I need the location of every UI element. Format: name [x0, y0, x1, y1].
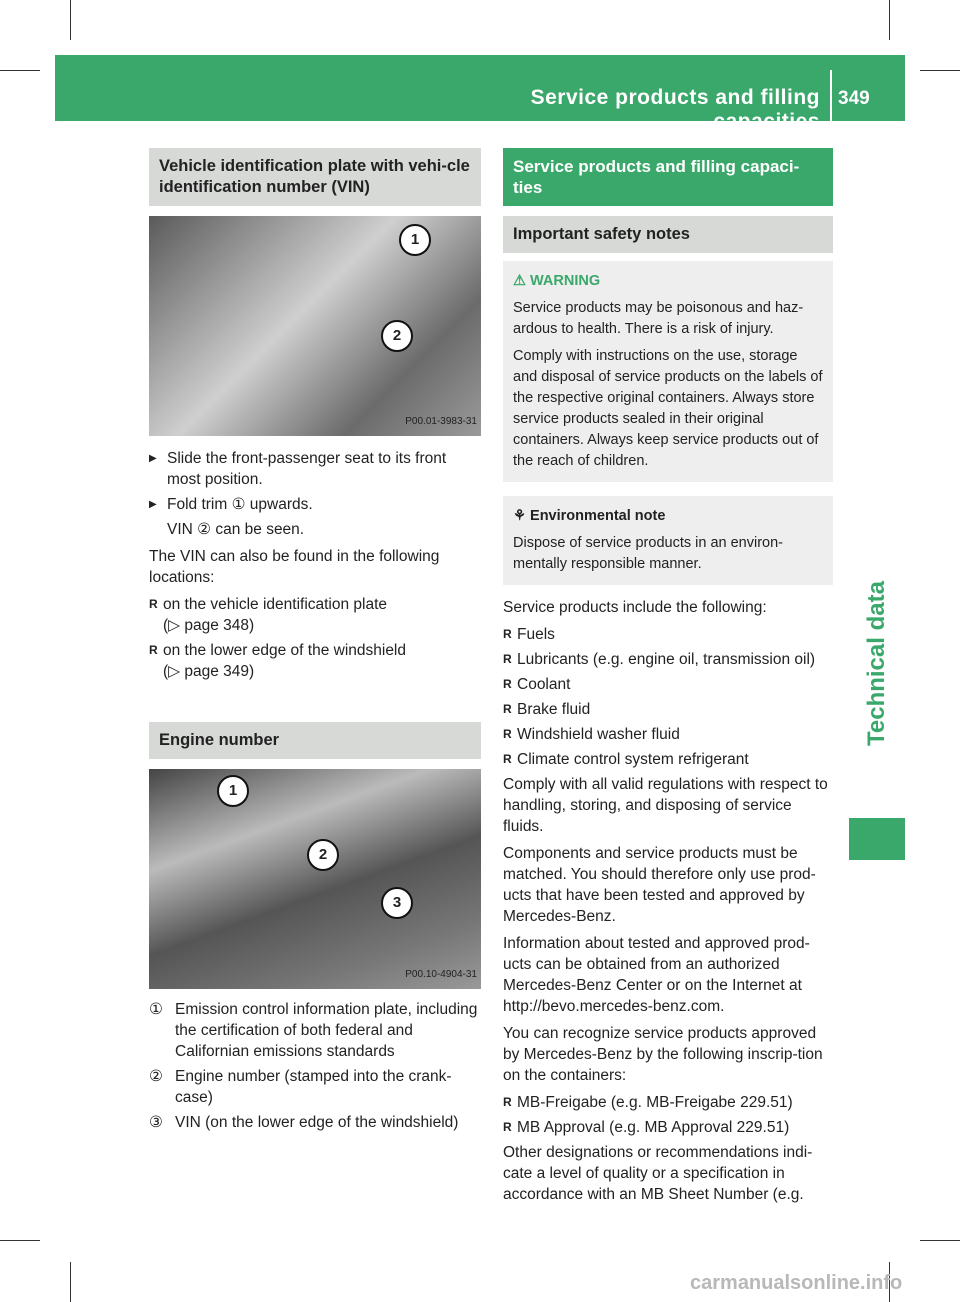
- paragraph: Information about tested and approved prod-ucts can be obtained from an authorized Mercedes-Benz Center or on the Internet at http://bevo.mercedes-benz.com.: [503, 935, 810, 1015]
- bullet-marker: R: [503, 677, 512, 691]
- list-item: R MB Approval (e.g. MB Approval 229.51): [503, 1119, 790, 1136]
- paragraph: Other designations or recommendations indi-cate a level of quality or a specification in accordance with an MB Sheet Number (e.g.: [503, 1144, 813, 1203]
- warning-text: Service products may be poisonous and haz-ardous to health. There is a risk of injury.: [513, 300, 804, 337]
- warning-icon: ⚠: [513, 273, 531, 289]
- paragraph: You can recognize service products approved by Mercedes-Benz by the following inscrip-tion on the containers:: [503, 1025, 823, 1084]
- page-link[interactable]: (▷ page 348): [163, 617, 255, 634]
- list-item: R MB-Freigabe (e.g. MB-Freigabe 229.51): [503, 1094, 793, 1111]
- warning-box: [503, 261, 833, 482]
- environment-box: [503, 496, 833, 585]
- callout-3: 3: [381, 887, 413, 919]
- bullet-marker: R: [503, 727, 512, 741]
- crop-mark: [0, 1240, 40, 1241]
- header-divider: [830, 70, 832, 121]
- vin-heading: Vehicle identification plate with vehi-cle identification number (VIN): [149, 148, 481, 206]
- list-item: R Climate control system refrigerant: [503, 751, 749, 768]
- crop-mark: [70, 0, 71, 40]
- crop-mark: [0, 70, 40, 71]
- environment-text: Dispose of service products in an environ-mentally responsible manner.: [513, 535, 783, 572]
- products-intro: Service products include the following:: [503, 599, 767, 616]
- callout-1: 1: [217, 775, 249, 807]
- right-column: [503, 148, 833, 1211]
- bullet-marker: R: [503, 1095, 512, 1109]
- side-tab-label: Technical data: [863, 581, 890, 746]
- step: ▶ Slide the front-passenger seat to its front most position.: [149, 448, 481, 490]
- page-title: Service products and filling capacities: [530, 86, 820, 133]
- list-item: R on the lower edge of the windshield (▷ page 349): [149, 642, 406, 680]
- callout-1: 1: [399, 224, 431, 256]
- side-tab: [849, 581, 905, 750]
- step: ▶ Fold trim ① upwards.: [149, 494, 481, 515]
- bullet-marker: R: [149, 597, 158, 611]
- engine-photo: [149, 769, 481, 989]
- bullet-marker: R: [503, 752, 512, 766]
- bullet-marker: R: [503, 627, 512, 641]
- list-item: ③ VIN (on the lower edge of the windshield): [149, 1114, 459, 1131]
- bullet-marker: R: [503, 1120, 512, 1134]
- list-item: ② Engine number (stamped into the crank-case): [149, 1068, 452, 1106]
- list-item: R Coolant: [503, 676, 571, 693]
- watermark: carmanualsonline.info: [690, 1272, 903, 1294]
- bullet-marker: R: [503, 702, 512, 716]
- engine-heading: Engine number: [149, 722, 481, 759]
- vin-photo: [149, 216, 481, 436]
- step-continuation: VIN ② can be seen.: [167, 521, 305, 538]
- vin-locations-intro: The VIN can also be found in the following locations:: [149, 548, 440, 586]
- callout-2: 2: [381, 320, 413, 352]
- page-number: 349: [838, 88, 870, 109]
- crop-mark: [920, 1240, 960, 1241]
- list-item: R Lubricants (e.g. engine oil, transmission oil): [503, 651, 816, 668]
- safety-heading: Important safety notes: [503, 216, 833, 253]
- crop-mark: [920, 70, 960, 71]
- paragraph: Components and service products must be matched. You should therefore only use prod-ucts that have been tested and approved by Mercedes-Benz.: [503, 845, 816, 925]
- leaf-icon: ⚘: [513, 508, 531, 524]
- list-item: R Windshield washer fluid: [503, 726, 680, 743]
- bullet-marker: R: [149, 643, 158, 657]
- photo-code: P00.01-3983-31: [405, 416, 477, 427]
- crop-mark: [70, 1262, 71, 1302]
- page-link[interactable]: (▷ page 349): [163, 663, 255, 680]
- environment-title: ⚘ Environmental note: [513, 508, 666, 524]
- list-item: R Brake fluid: [503, 701, 591, 718]
- callout-2: 2: [307, 839, 339, 871]
- bullet-marker: R: [503, 652, 512, 666]
- left-column: [149, 148, 481, 1137]
- section-heading: Service products and filling capaci-ties: [503, 148, 833, 206]
- paragraph: Comply with all valid regulations with respect to handling, storing, and disposing of service fluids.: [503, 776, 828, 835]
- list-item: R Fuels: [503, 626, 555, 643]
- crop-mark: [889, 0, 890, 40]
- side-block: [849, 818, 905, 860]
- photo-code: P00.10-4904-31: [405, 969, 477, 980]
- list-item: ① Emission control information plate, including the certification of both federal and Californian emissions standards: [149, 1001, 478, 1060]
- list-item: R on the vehicle identification plate (▷ page 348): [149, 596, 388, 634]
- warning-text: Comply with instructions on the use, storage and disposal of service products on the labels of the respective original containers. Always store service products sealed in their original containers. Always keep service products out of the reach of children.: [513, 348, 823, 469]
- warning-title: ⚠ WARNING: [513, 273, 601, 289]
